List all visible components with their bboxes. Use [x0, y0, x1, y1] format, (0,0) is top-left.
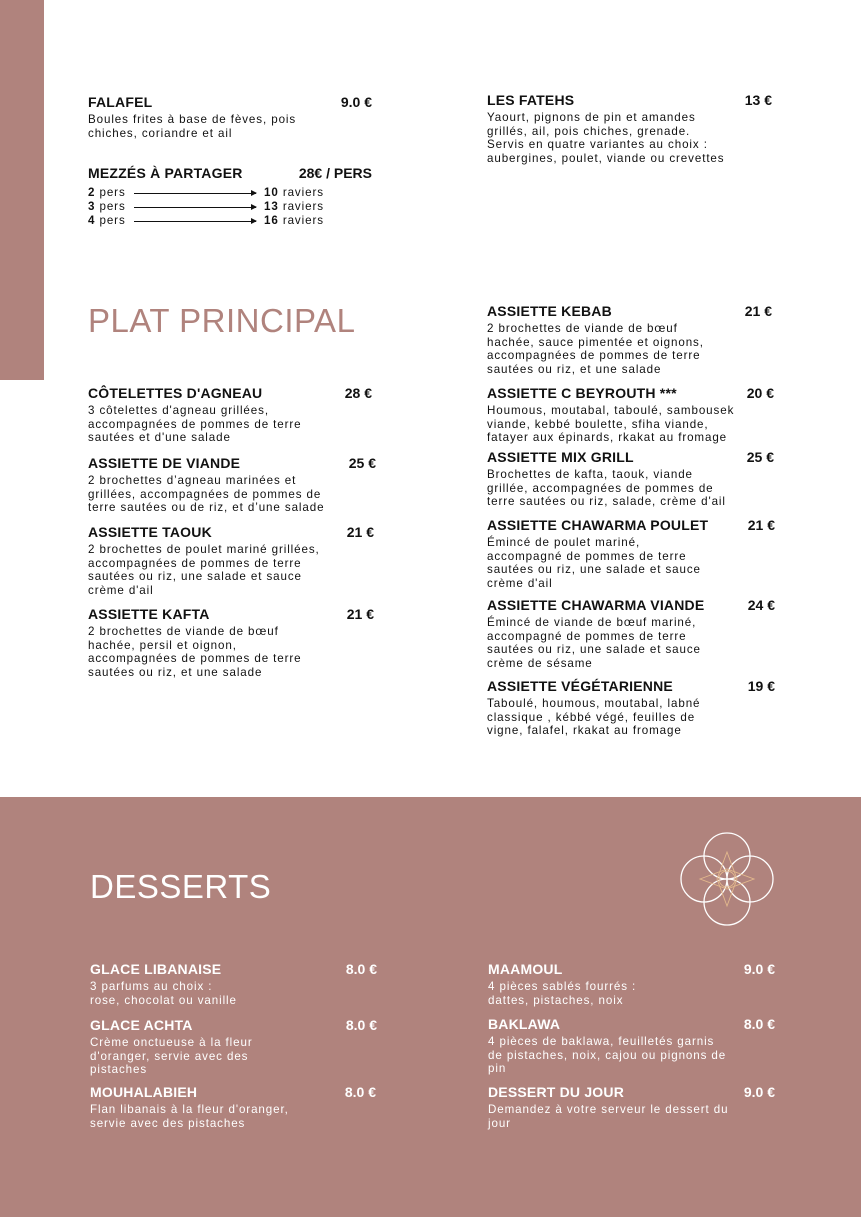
item-price: 8.0 € — [345, 961, 377, 977]
item-description: 2 brochettes d’agneau marinées et grillées, accompagnées de pommes de terre sautées ou de riz, et d’une salade — [88, 474, 325, 515]
item-price: 8.0 € — [743, 1016, 775, 1032]
item-description: Flan libanais à la fleur d'oranger, servie avec des pistaches — [90, 1103, 289, 1130]
item-name: MEZZÉS À PARTAGER — [88, 165, 243, 181]
item-name: ASSIETTE C BEYROUTH *** — [487, 385, 677, 401]
item-name: CÔTELETTES D'AGNEAU — [88, 385, 263, 401]
item-name: LES FATEHS — [487, 92, 575, 108]
item-name: BAKLAWA — [488, 1016, 561, 1032]
item-price: 8.0 € — [345, 1017, 377, 1033]
mezze-persons: 3 pers — [88, 200, 126, 213]
item-price: 21 € — [346, 606, 374, 622]
item-name: ASSIETTE KAFTA — [88, 606, 210, 622]
item-price: 28 € — [344, 385, 372, 401]
item-description: Émincé de viande de bœuf mariné, accompagné de pommes de terre sautées ou riz, une salade et sauce crème de sésame — [487, 616, 701, 670]
item-name: ASSIETTE DE VIANDE — [88, 455, 241, 471]
item-description: Houmous, moutabal, taboulé, sambousek viande, kebbé boulette, sfiha viande, fatayer aux épinards, rkakat au fromage — [487, 404, 735, 445]
item-name: ASSIETTE CHAWARMA POULET — [487, 517, 709, 533]
arrow-icon — [134, 193, 256, 194]
item-price: 25 € — [746, 449, 774, 465]
item-price: 21 € — [346, 524, 374, 540]
item-description: Yaourt, pignons de pin et amandes grillés, ail, pois chiches, grenade. Servis en quatre variantes au choix : aubergines, poulet, viande ou crevettes — [487, 111, 725, 165]
item-description: Crème onctueuse à la fleur d'oranger, servie avec des pistaches — [90, 1036, 253, 1077]
section-title-plat-principal: PLAT PRINCIPAL — [88, 302, 356, 339]
side-accent-bar — [0, 0, 44, 380]
item-name: ASSIETTE TAOUK — [88, 524, 212, 540]
item-name: GLACE LIBANAISE — [90, 961, 222, 977]
item-price: 13 € — [744, 92, 772, 108]
item-description: 3 côtelettes d'agneau grillées, accompagnées de pommes de terre sautées et d'une salade — [88, 404, 302, 445]
item-name: ASSIETTE VÉGÉTARIENNE — [487, 678, 673, 694]
item-price: 9.0 € — [340, 94, 372, 110]
item-name: MOUHALABIEH — [90, 1084, 198, 1100]
item-description: 2 brochettes de viande de bœuf hachée, persil et oignon, accompagnées de pommes de terre sautées ou riz, et une salade — [88, 625, 302, 679]
item-description: 4 pièces sablés fourrés : dattes, pistaches, noix — [488, 980, 637, 1007]
item-name: ASSIETTE CHAWARMA VIANDE — [487, 597, 705, 613]
item-name: DESSERT DU JOUR — [488, 1084, 625, 1100]
item-price: 20 € — [746, 385, 774, 401]
item-name: GLACE ACHTA — [90, 1017, 193, 1033]
item-description: Demandez à votre serveur le dessert du jour — [488, 1103, 729, 1130]
item-name: FALAFEL — [88, 94, 153, 110]
arrow-icon — [134, 207, 256, 208]
mezze-persons: 4 pers — [88, 214, 126, 227]
item-description: 2 brochettes de viande de bœuf hachée, sauce pimentée et oignons, accompagnées de pommes de terre sautées ou riz, et une salade — [487, 322, 704, 376]
item-price: 28€ / PERS — [298, 165, 372, 181]
mezze-raviers: 16 raviers — [264, 214, 324, 227]
mezze-raviers: 13 raviers — [264, 200, 324, 213]
item-price: 9.0 € — [743, 961, 775, 977]
item-price: 21 € — [744, 303, 772, 319]
item-name: ASSIETTE KEBAB — [487, 303, 612, 319]
floral-circles-icon — [680, 832, 774, 926]
section-title-desserts: DESSERTS — [90, 868, 272, 905]
item-name: MAAMOUL — [488, 961, 563, 977]
item-description: Brochettes de kafta, taouk, viande grillée, accompagnées de pommes de terre sautées ou riz, salade, crème d'ail — [487, 468, 726, 509]
item-description: Taboulé, houmous, moutabal, labné classique , kébbé végé, feuilles de vigne, falafel, rkakat au fromage — [487, 697, 701, 738]
item-price: 24 € — [747, 597, 775, 613]
item-price: 9.0 € — [743, 1084, 775, 1100]
item-name: ASSIETTE MIX GRILL — [487, 449, 634, 465]
item-price: 8.0 € — [344, 1084, 376, 1100]
item-description: Émincé de poulet mariné, accompagné de pommes de terre sautées ou riz, une salade et sauce crème d'ail — [487, 536, 701, 590]
arrow-icon — [134, 221, 256, 222]
item-description: Boules frites à base de fèves, pois chiches, coriandre et ail — [88, 113, 297, 140]
mezze-raviers: 10 raviers — [264, 186, 324, 199]
item-description: 4 pièces de baklawa, feuilletés garnis de pistaches, noix, cajou ou pignons de pin — [488, 1035, 727, 1076]
item-price: 19 € — [747, 678, 775, 694]
item-price: 25 € — [348, 455, 376, 471]
item-description: 2 brochettes de poulet mariné grillées, accompagnées de pommes de terre sautées ou riz, une salade et sauce crème d'ail — [88, 543, 320, 597]
mezze-persons: 2 pers — [88, 186, 126, 199]
item-description: 3 parfums au choix : rose, chocolat ou vanille — [90, 980, 237, 1007]
item-price: 21 € — [747, 517, 775, 533]
